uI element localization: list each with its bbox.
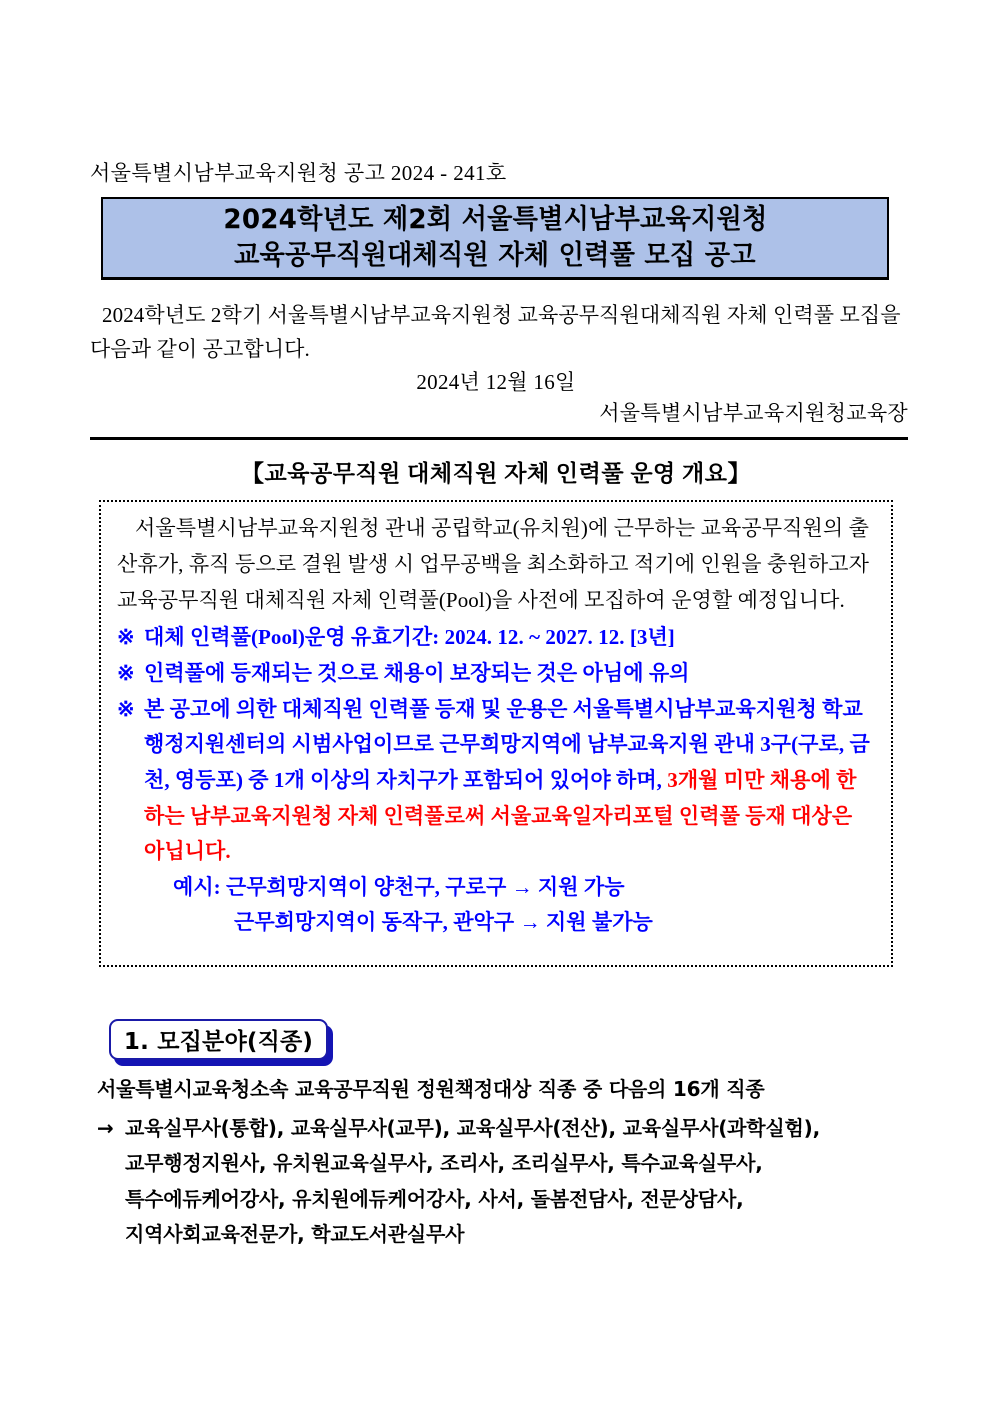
- overview-heading: 【교육공무직원 대체직원 자체 인력풀 운영 개요】: [241, 461, 751, 486]
- overview-note-2: [117, 656, 873, 692]
- overview-note-2-text: 인력풀에 등재되는 것으로 채용이 보장되는 것은 아님에 유의: [144, 661, 690, 686]
- reference-mark-icon: ※: [117, 661, 135, 686]
- section-1-label: [109, 1019, 333, 1066]
- horizontal-divider: [90, 437, 908, 440]
- signer-name: 서울특별시남부교육지원청교육장: [599, 401, 908, 425]
- arrow-right-icon: →: [97, 1116, 114, 1140]
- section-chip-label: 1. 모집분야(직종): [123, 1029, 314, 1055]
- reference-mark-icon: ※: [117, 696, 135, 721]
- overview-body-paragraph: 서울특별시남부교육지원청 관내 공립학교(유치원)에 근무하는 교육공무직원의 출산휴가, 휴직 등으로 결원 발생 시 업무공백을 최소화하고 적기에 인원을 충원하고자 교육공무직원 대체직원 자체 인력풀(Pool)을 사전에 모집하여 운영할 예정입니다.: [117, 516, 870, 613]
- overview-note-1-text: 대체 인력풀(Pool)운영 유효기간: 2024. 12. ~ 2027. 12. [3년]: [144, 625, 675, 650]
- job-list-row: [97, 1111, 919, 1253]
- document-number: 서울특별시남부교육지원청 공고 2024 - 241호: [90, 161, 507, 185]
- job-line-2: 교무행정지원사, 유치원교육실무사, 조리사, 조리실무사, 특수교육실무사,: [125, 1151, 763, 1176]
- overview-note-3-blue: 본 공고에 의한 대체직원 인력풀 등재 및 운용은 서울특별시남부교육지원청 학교행정지원센터의 시범사업이므로 근무희망지역에 남부교육지원 관내 3구(구로, 금천, 영등포) 중 1개 이상의 자치구가 포함되어 있어야 하며,: [144, 696, 870, 793]
- announcement-title-box: [101, 197, 889, 280]
- overview-note-1: [117, 620, 873, 656]
- announcement-date: 2024년 12월 16일: [416, 370, 576, 394]
- section-1-lead-text: 서울특별시교육청소속 교육공무직원 정원책정대상 직종 중 다음의 16개 직종: [97, 1077, 765, 1101]
- section-chip: [109, 1019, 328, 1060]
- job-line-1: 교육실무사(통합), 교육실무사(교무), 교육실무사(전산), 교육실무사(과학실험),: [125, 1116, 821, 1140]
- title-line-2: 교육공무직원대체직원 자체 인력풀 모집 공고: [234, 240, 756, 271]
- intro-paragraph: 2024학년도 2학기 서울특별시남부교육지원청 교육공무직원대체직원 자체 인력풀 모집을 다음과 같이 공고합니다.: [90, 303, 901, 362]
- job-line-4: 지역사회교육전문가, 학교도서관실무사: [125, 1222, 465, 1247]
- section-1-job-list: [97, 1111, 919, 1253]
- overview-box: [99, 500, 893, 967]
- overview-example-line-2: 근무희망지역이 동작구, 관악구 → 지원 불가능: [234, 910, 653, 935]
- title-line-1: 2024학년도 제2회 서울특별시남부교육지원청: [222, 204, 768, 236]
- reference-mark-icon: ※: [117, 625, 135, 650]
- overview-note-3-red: 3개월 미만 채용에 한하는 남부교육지원청 자체 인력풀로써 서울교육일자리포털 인력풀 등재 대상은 아닙니다.: [144, 768, 857, 864]
- overview-note-3-text: [144, 692, 873, 870]
- overview-example-line-1: 예시: 근무희망지역이 양천구, 구로구 → 지원 가능: [173, 875, 625, 900]
- job-line-3: 특수에듀케어강사, 유치원에듀케어강사, 사서, 돌봄전담사, 전문상담사,: [125, 1186, 744, 1211]
- overview-note-3: [117, 692, 873, 870]
- job-titles: [125, 1111, 919, 1253]
